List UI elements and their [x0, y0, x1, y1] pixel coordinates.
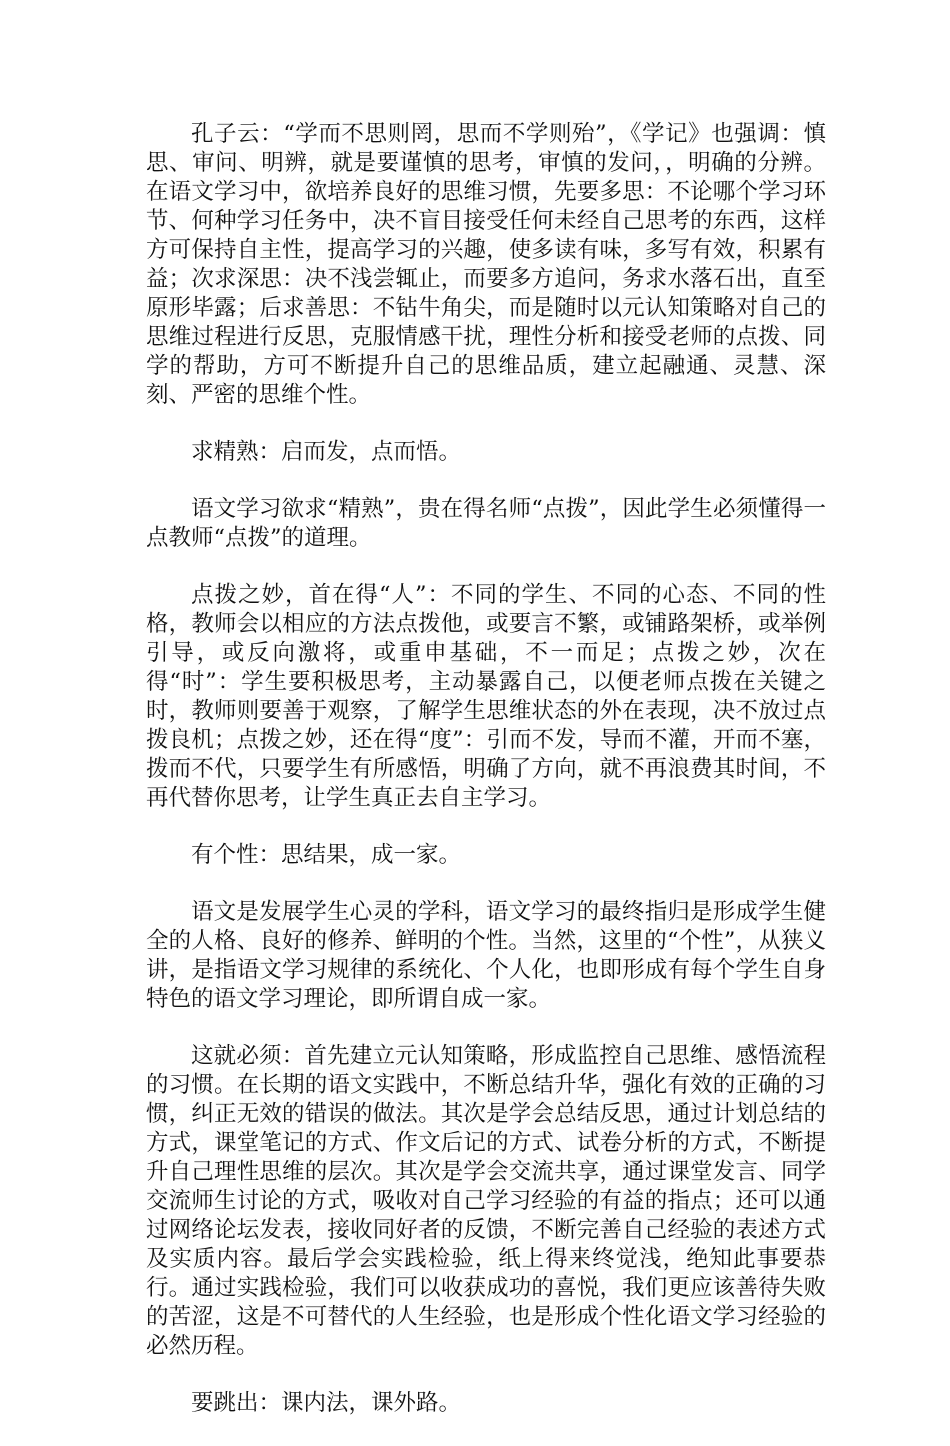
- paragraph-individuality: 语文是发展学生心灵的学科，语文学习的最终指归是形成学生健全的人格、良好的修养、鲜明的个性。当然，这里的“个性”，从狭义讲，是指语文学习规律的系统化、个人化，也即形成有每个学生自身特色的语文学习理论，即所谓自成一家。: [146, 899, 826, 1012]
- heading-beyond-class: 要跳出：课内法，课外路。: [191, 1390, 462, 1416]
- paragraph-guidance-intro: 语文学习欲求“精熟”，贵在得名师“点拨”，因此学生必须懂得一点教师“点拨”的道理。: [146, 496, 826, 551]
- paragraph-guidance-detail: 点拨之妙，首在得“人”：不同的学生、不同的心态、不同的性格，教师会以相应的方法点拨他，或要言不繁，或铺路架桥，或举例引导，或反向激将，或重申基础，不一而足；点拨之妙，次在得“时”：学生要积极思考，主动暴露自己，以便老师点拨在关键之时，教师则要善于观察，了解学生思维状态的外在表现，决不放过点拨良机；点拨之妙，还在得“度”：引而不发，导而不灌，开而不塞，拨而不代，只要学生有所感悟，明确了方向，就不再浪费其时间，不再代替你思考，让学生真正去自主学习。: [146, 582, 826, 811]
- paragraph-thinking: 孔子云：“学而不思则罔，思而不学则殆”，《学记》也强调：慎思、审问、明辨，就是要谨慎的思考，审慎的发问，，明确的分辨。在语文学习中，欲培养良好的思维习惯，先要多思：不论哪个学习环节、何种学习任务中，决不盲目接受任何未经自己思考的东西，这样方可保持自主性，提高学习的兴趣，使多读有味，多写有效，积累有益；次求深思：决不浅尝辄止，而要多方追问，务求水落石出，直至原形毕露；后求善思：不钻牛角尖，而是随时以元认知策略对自己的思维过程进行反思，克服情感干扰，理性分析和接受老师的点拨、同学的帮助，方可不断提升自己的思维品质，建立起融通、灵慧、深刻、严密的思维个性。: [146, 121, 826, 408]
- document-body: [146, 120, 826, 1446]
- heading-precision: 求精熟：启而发，点而悟。: [191, 439, 462, 465]
- heading-individuality: 有个性：思结果，成一家。: [191, 842, 462, 868]
- paragraph-methods: 这就必须：首先建立元认知策略，形成监控自己思维、感悟流程的习惯。在长期的语文实践中，不断总结升华，强化有效的正确的习惯，纠正无效的错误的做法。其次是学会总结反思，通过计划总结的方式，课堂笔记的方式、作文后记的方式、试卷分析的方式，不断提升自己理性思维的层次。其次是学会交流共享，通过课堂发言、同学交流师生讨论的方式，吸收对自己学习经验的有益的指点；还可以通过网络论坛发表，接收同好者的反馈，不断完善自己经验的表述方式及实质内容。最后学会实践检验，纸上得来终觉浅，绝知此事要恭行。通过实践检验，我们可以收获成功的喜悦，我们更应该善待失败的苦涩，这是不可替代的人生经验，也是形成个性化语文学习经验的必然历程。: [146, 1043, 826, 1359]
